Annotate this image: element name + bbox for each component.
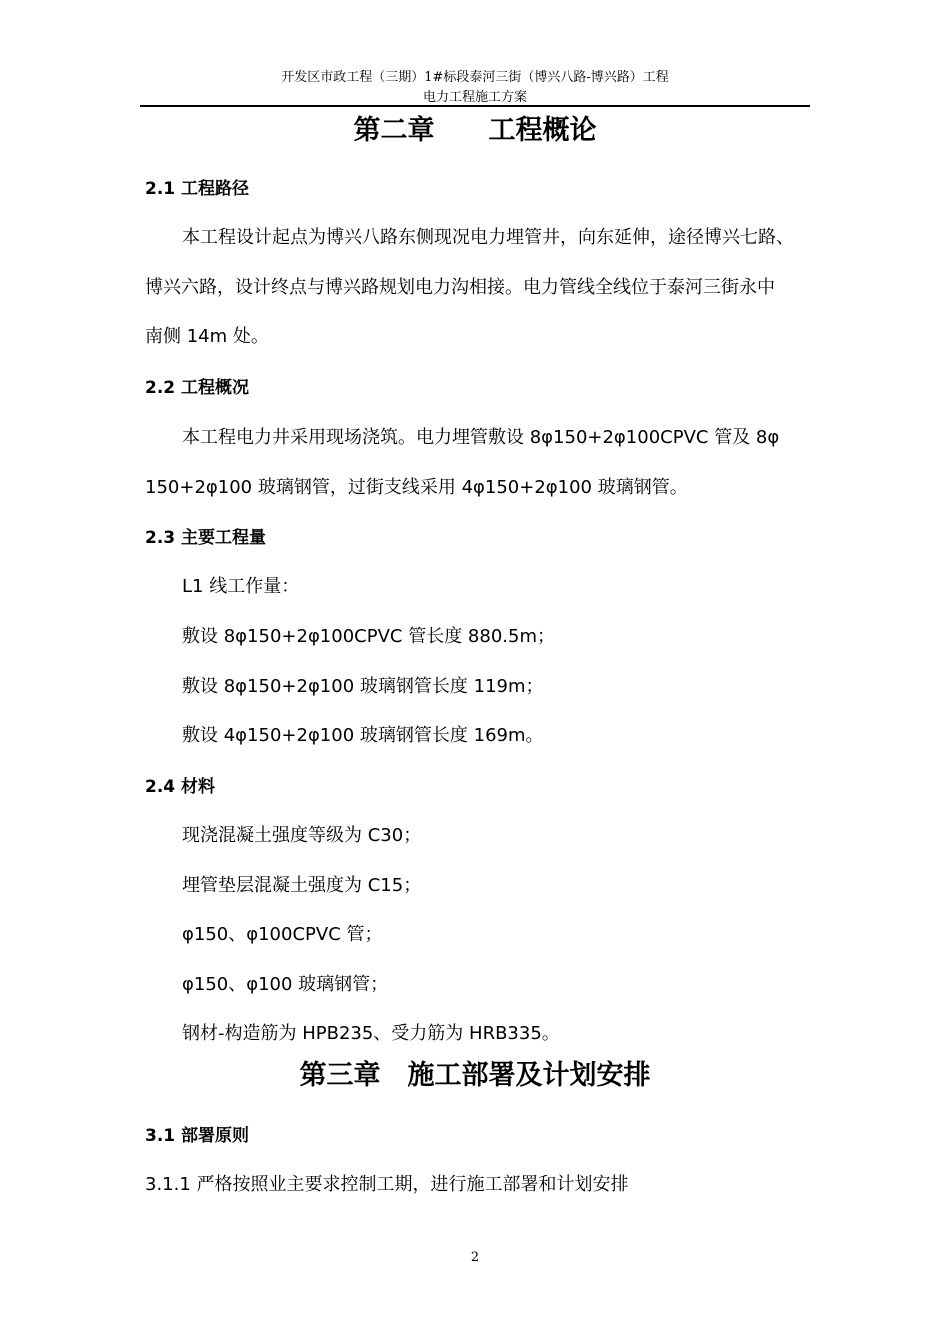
section-2-1-heading: 2.1 工程路径 [145, 179, 250, 199]
section-2-4-heading: 2.4 材料 [145, 777, 216, 797]
list-item: φ150、φ100 玻璃钢管； [182, 974, 389, 995]
section-3-1-heading: 3.1 部署原则 [145, 1126, 250, 1146]
paragraph-line: 本工程电力井采用现场浇筑。电力埋管敷设 8φ150+2φ100CPVC 管及 8φ [182, 427, 780, 448]
paragraph-line: 博兴六路，设计终点与博兴路规划电力沟相接。电力管线全线位于泰河三街永中 [145, 277, 775, 298]
list-item: 埋管垫层混凝土强度为 C15； [182, 875, 422, 896]
chapter-2-title: 第二章 工程概论 [353, 115, 597, 146]
paragraph-line: 3.1.1 严格按照业主要求控制工期，进行施工部署和计划安排 [145, 1174, 629, 1195]
list-item: 敷设 8φ150+2φ100 玻璃钢管长度 119m； [182, 676, 544, 697]
section-2-2-heading: 2.2 工程概况 [145, 378, 250, 398]
list-item: 现浇混凝土强度等级为 C30； [182, 825, 422, 846]
chapter-3-title: 第三章 施工部署及计划安排 [299, 1060, 651, 1091]
paragraph-line: 本工程设计起点为博兴八路东侧现况电力埋管井，向东延伸，途径博兴七路、 [182, 227, 794, 248]
list-item: φ150、φ100CPVC 管； [182, 924, 383, 945]
section-2-3-heading: 2.3 主要工程量 [145, 528, 267, 548]
list-item: 敷设 4φ150+2φ100 玻璃钢管长度 169m。 [182, 725, 544, 746]
page-number: 2 [470, 1250, 480, 1265]
list-item: 敷设 8φ150+2φ100CPVC 管长度 880.5m； [182, 626, 555, 647]
list-item: L1 线工作量： [182, 576, 300, 597]
paragraph-line: 南侧 14m 处。 [145, 326, 269, 347]
list-item: 钢材-构造筋为 HPB235、受力筋为 HRB335。 [182, 1023, 560, 1044]
header-rule [140, 105, 810, 107]
page-header [140, 68, 810, 108]
paragraph-line: 150+2φ100 玻璃钢管，过街支线采用 4φ150+2φ100 玻璃钢管。 [145, 477, 688, 498]
header-document-title: 电力工程施工方案 [422, 90, 527, 105]
header-project-title: 开发区市政工程（三期）1#标段泰河三街（博兴八路-博兴路）工程 [281, 70, 669, 85]
